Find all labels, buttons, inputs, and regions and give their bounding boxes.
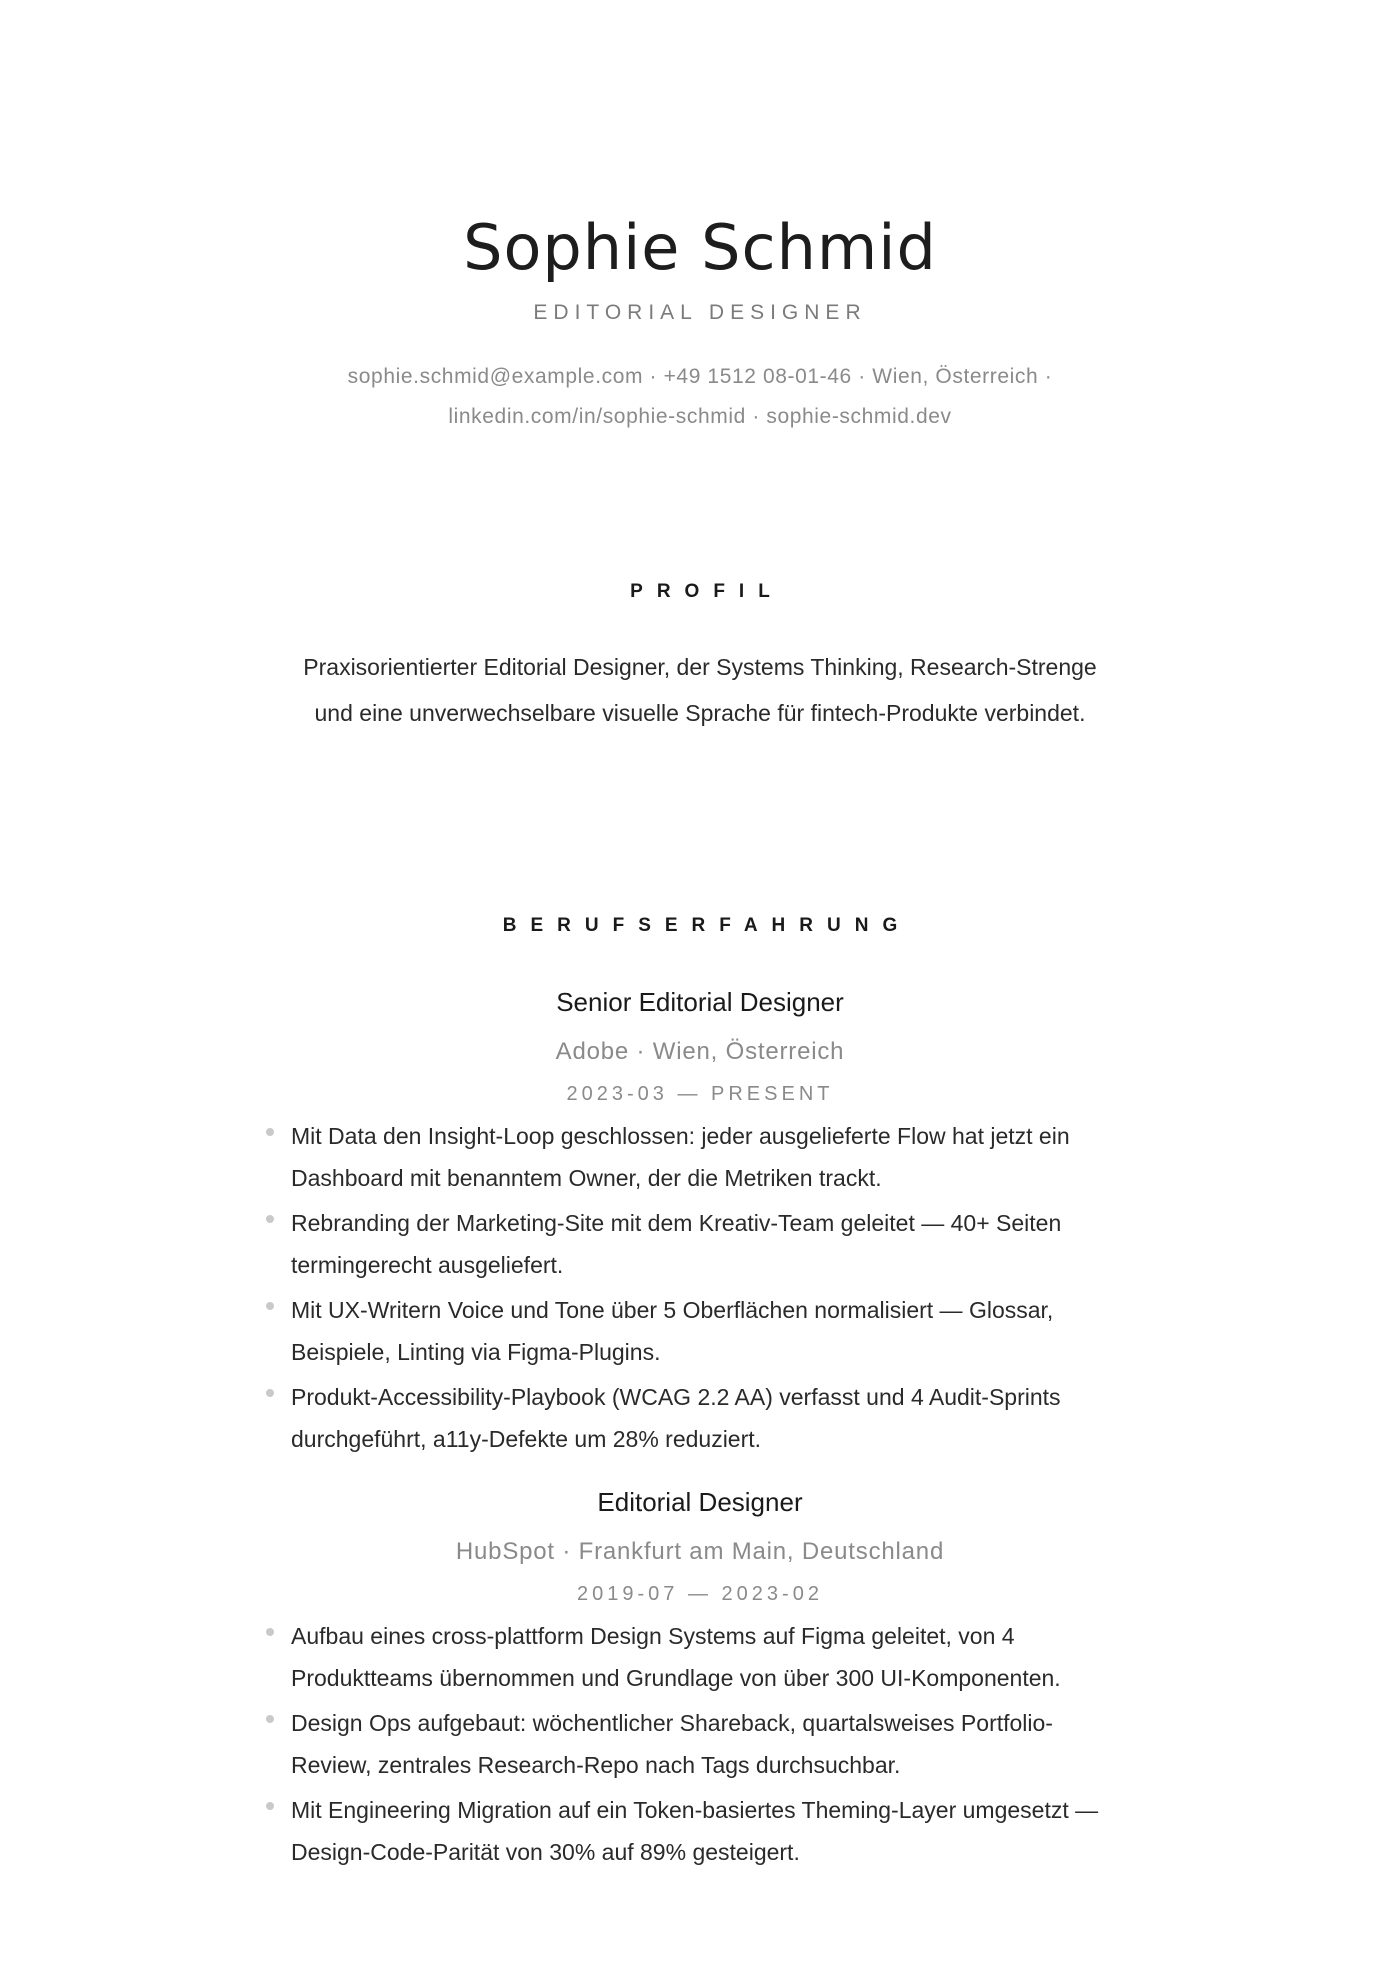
- job-company: Adobe · Wien, Österreich: [555, 1038, 845, 1065]
- list-item: [263, 1615, 1133, 1699]
- list-item-text: Mit Data den Insight-Loop geschlossen: jeder ausgelieferte Flow hat jetzt ein Dashboard mit benanntem Owner, der die Metriken trackt.: [291, 1123, 1070, 1191]
- contact-line-1: sophie.schmid@example.com · +49 1512 08-01-46 · Wien, Österreich ·: [347, 365, 1053, 388]
- candidate-role: EDITORIAL DESIGNER: [533, 301, 867, 324]
- list-item: [263, 1376, 1133, 1460]
- list-item-text: Mit UX-Writern Voice und Tone über 5 Oberflächen normalisiert — Glossar, Beispiele, Linting via Figma-Plugins.: [291, 1297, 1054, 1365]
- list-item: [263, 1789, 1133, 1873]
- bullet-dot-icon: [266, 1389, 274, 1397]
- bullet-dot-icon: [266, 1802, 274, 1810]
- section-title-profil: PROFIL: [630, 581, 784, 602]
- job-title: Senior Editorial Designer: [556, 987, 844, 1017]
- bullet-dot-icon: [266, 1628, 274, 1636]
- job-title: Editorial Designer: [597, 1487, 803, 1517]
- job-dates: 2023-03 — PRESENT: [566, 1083, 834, 1105]
- bullet-dot-icon: [266, 1128, 274, 1136]
- job-dates: 2019-07 — 2023-02: [577, 1583, 823, 1605]
- job-company: HubSpot · Frankfurt am Main, Deutschland: [455, 1538, 945, 1565]
- bullet-dot-icon: [266, 1715, 274, 1723]
- list-item: [263, 1202, 1133, 1286]
- list-item: [263, 1702, 1133, 1786]
- list-item: [263, 1115, 1133, 1199]
- list-item-text: Design Ops aufgebaut: wöchentlicher Shareback, quartalsweises Portfolio-Review, zentrales Research-Repo nach Tags durchsuchbar.: [291, 1710, 1053, 1778]
- candidate-name: Sophie Schmid: [463, 211, 937, 284]
- list-item-text: Aufbau eines cross-plattform Design Systems auf Figma geleitet, von 4 Produktteams übernommen und Grundlage von über 300 UI-Komponenten.: [291, 1623, 1061, 1691]
- list-item-text: Mit Engineering Migration auf ein Token-basiertes Theming-Layer umgesetzt — Design-Code-Parität von 30% auf 89% gesteigert.: [291, 1797, 1099, 1865]
- list-item-text: Rebranding der Marketing-Site mit dem Kreativ-Team geleitet — 40+ Seiten termingerecht ausgeliefert.: [291, 1210, 1062, 1278]
- bullet-dot-icon: [266, 1215, 274, 1223]
- list-item: [263, 1289, 1133, 1373]
- job-bullets: [263, 1615, 1133, 1876]
- contact-line-2: linkedin.com/in/sophie-schmid · sophie-schmid.dev: [448, 405, 952, 428]
- bullet-dot-icon: [266, 1302, 274, 1310]
- list-item-text: Produkt-Accessibility-Playbook (WCAG 2.2 AA) verfasst und 4 Audit-Sprints durchgeführt, a11y-Defekte um 28% reduziert.: [291, 1384, 1061, 1452]
- section-title-experience: BERUFSERFAHRUNG: [502, 915, 912, 936]
- profil-text: Praxisorientierter Editorial Designer, der Systems Thinking, Research-Strenge und eine unverwechselbare visuelle Sprache für fintech-Produkte verbindet.: [303, 654, 1097, 726]
- job-bullets: [263, 1115, 1133, 1463]
